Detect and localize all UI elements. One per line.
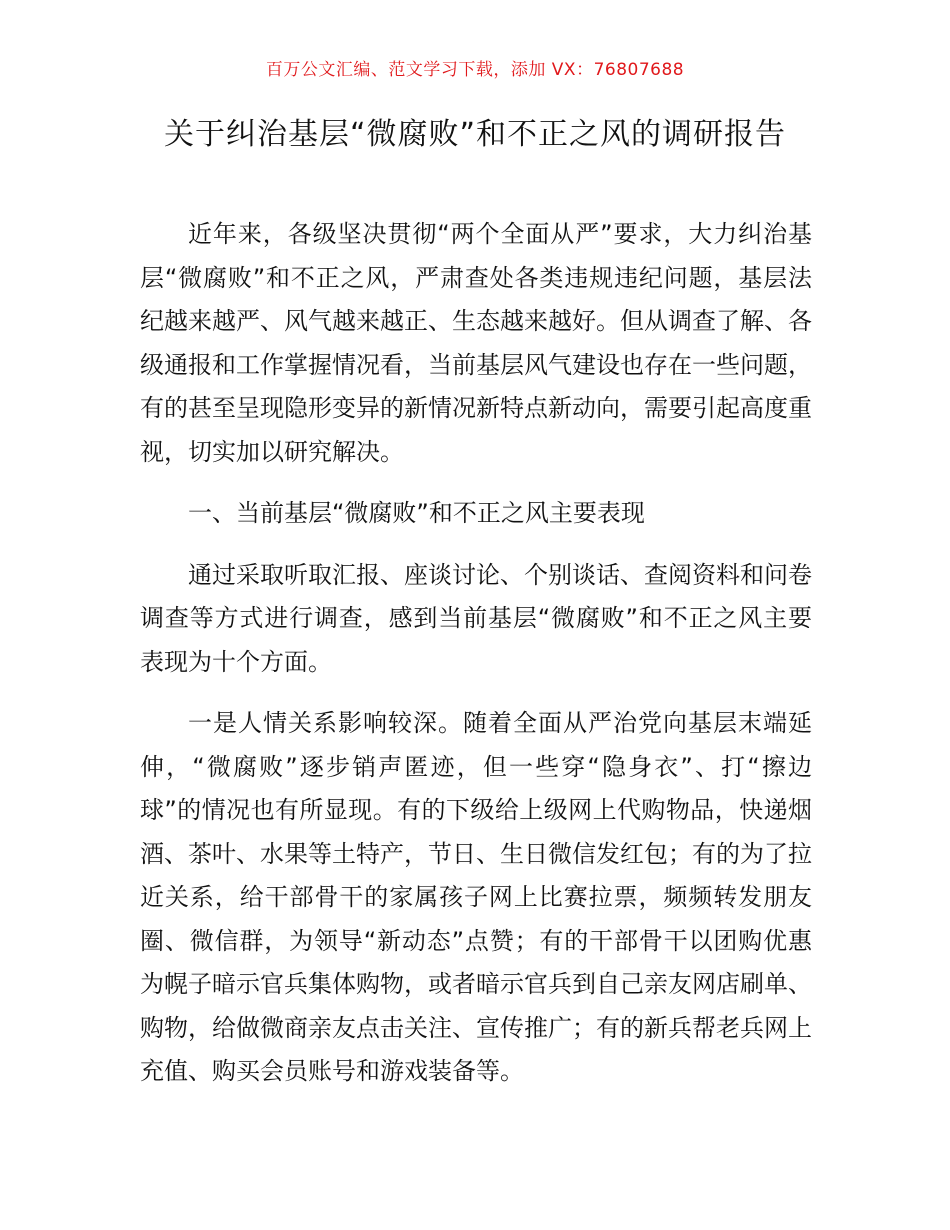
header-banner: 百万公文汇编、范文学习下载，添加 VX：76807688: [265, 60, 685, 80]
paragraph-survey-method: 通过采取听取汇报、座谈讨论、个别谈话、查阅资料和问卷调查等方式进行调查，感到当前基层“微腐败”和不正之风主要表现为十个方面。: [140, 560, 812, 676]
section-heading-1: 一、当前基层“微腐败”和不正之风主要表现: [188, 499, 645, 527]
document-body: [140, 213, 812, 1094]
paragraph-point-one: 一是人情关系影响较深。随着全面从严治党向基层末端延伸，“微腐败”逐步销声匿迹，但一些穿“隐身衣”、打“擦边球”的情况也有所显现。有的下级给上级网上代购物品，快递烟酒、茶叶、水果等土特产，节日、生日微信发红包；有的为了拉近关系，给干部骨干的家属孩子网上比赛拉票，频频转发朋友圈、微信群，为领导“新动态”点赞；有的干部骨干以团购优惠为幌子暗示官兵集体购物，或者暗示官兵到自己亲友网店刷单、购物，给做微商亲友点击关注、宣传推广；有的新兵帮老兵网上充值、购买会员账号和游戏装备等。: [140, 709, 812, 1085]
document-title: 关于纠治基层“微腐败”和不正之风的调研报告: [163, 117, 787, 152]
paragraph-intro: 近年来，各级坚决贯彻“两个全面从严”要求，大力纠治基层“微腐败”和不正之风，严肃查处各类违规违纪问题，基层法纪越来越严、风气越来越正、生态越来越好。但从调查了解、各级通报和工作掌握情况看，当前基层风气建设也存在一些问题，有的甚至呈现隐形变异的新情况新特点新动向，需要引起高度重视，切实加以研究解决。: [140, 220, 812, 466]
